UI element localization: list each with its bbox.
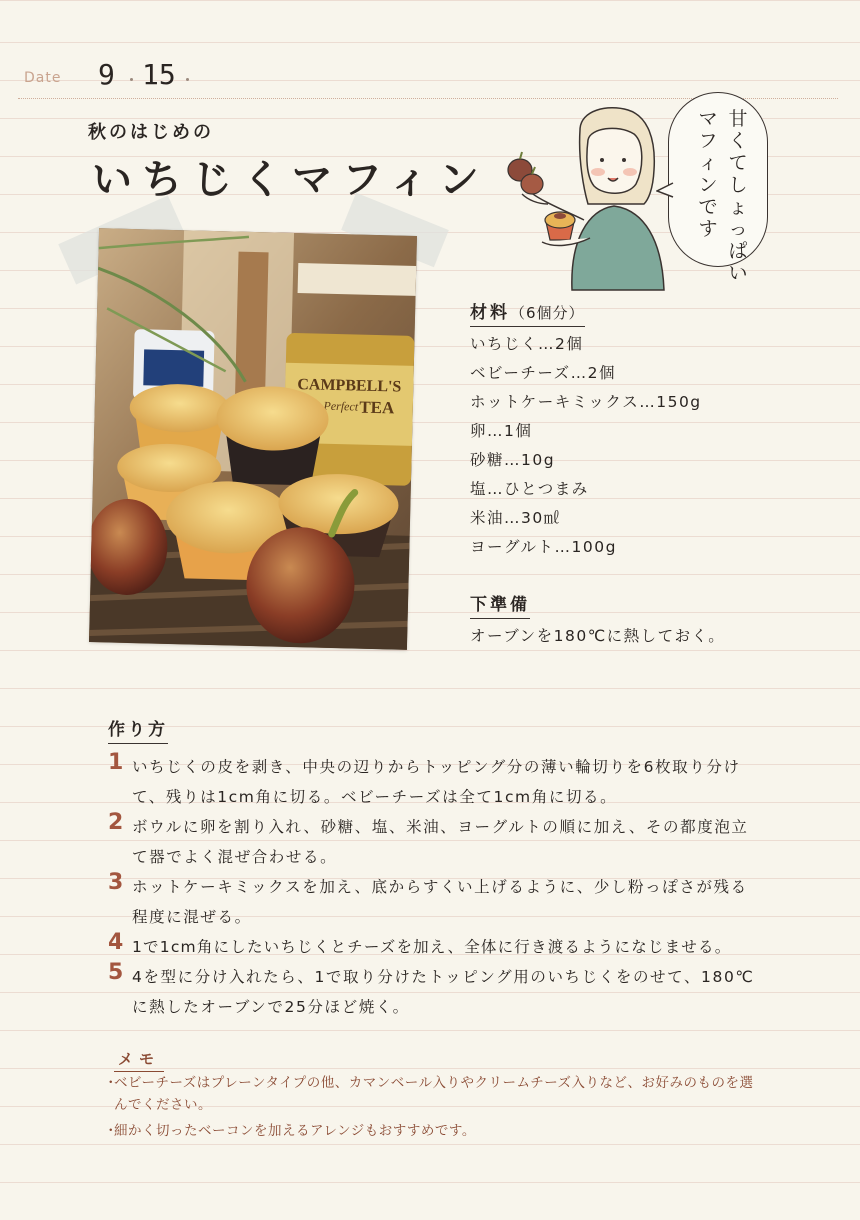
date-month: 9 — [98, 58, 115, 91]
step-number: 1 — [108, 750, 124, 775]
memo-bullet: ・ — [104, 1123, 118, 1139]
tin-label: TEA — [359, 397, 395, 418]
ingredient-item: ホットケーキミックス…150g — [470, 393, 702, 411]
step-number: 2 — [108, 810, 124, 835]
date-label: Date — [24, 70, 62, 86]
ingredients-heading — [470, 298, 585, 327]
ingredient-item: 砂糖…10g — [470, 451, 556, 469]
bubble-text: マフィンです — [698, 108, 718, 240]
method-step — [108, 960, 758, 1020]
bubble-text: 甘くてしょっぱい — [728, 108, 748, 284]
step-number: 3 — [108, 870, 124, 895]
memo-text: ベビーチーズはプレーンタイプの他、カマンベール入りやクリームチーズ入りなど、お好みのものを選んでください。 — [114, 1075, 754, 1113]
step-number: 5 — [108, 960, 124, 985]
tin-label: CAMPBELL'S — [297, 376, 402, 396]
recipe-title: いちじくマフィン — [92, 157, 489, 203]
ingredients-servings: （6個分） — [510, 304, 585, 322]
ingredients-heading-label: 材料 — [470, 303, 510, 323]
prep-text: オーブンを180℃に熱しておく。 — [470, 627, 726, 645]
step-text: 1で1cm角にしたいちじくとチーズを加え、全体に行き渡るようになじませる。 — [132, 938, 732, 956]
memo-item — [104, 1120, 764, 1142]
date-day: 15 — [142, 58, 176, 91]
method-heading: 作り方 — [108, 715, 168, 744]
memo-text: 細かく切ったベーコンを加えるアレンジもおすすめです。 — [114, 1123, 476, 1139]
step-text: ホットケーキミックスを加え、底からすくい上げるように、少し粉っぽさが残る程度に混ぜる。 — [132, 878, 748, 926]
speech-bubble-tail — [656, 182, 674, 198]
method-step — [108, 930, 758, 960]
method-step — [108, 810, 758, 870]
prep-heading: 下準備 — [470, 590, 530, 619]
ingredient-item: 米油…30㎖ — [470, 509, 561, 527]
method-step — [108, 750, 758, 810]
method-step — [108, 870, 758, 930]
ingredient-item: ベビーチーズ…2個 — [470, 364, 616, 382]
ingredient-item: いちじく…2個 — [470, 335, 584, 353]
ingredient-item: ヨーグルト…100g — [470, 538, 617, 556]
memo-heading: メモ — [114, 1048, 164, 1072]
ingredient-list — [470, 330, 800, 562]
tin-label: Perfect — [323, 398, 359, 414]
step-number: 4 — [108, 930, 124, 955]
girl-illustration — [498, 100, 678, 295]
muffin-photo-illustration — [89, 228, 417, 650]
step-text: 4を型に分け入れたら、1で取り分けたトッピング用のいちじくをのせて、180℃に熱したオーブンで25分ほど焼く。 — [132, 968, 755, 1016]
memo-bullet: ・ — [104, 1075, 118, 1091]
recipe-subtitle: 秋のはじめの — [88, 122, 214, 143]
date-dot — [186, 78, 189, 81]
ingredient-item: 卵…1個 — [470, 422, 533, 440]
muffin-photo — [89, 228, 417, 650]
ingredient-item: 塩…ひとつまみ — [470, 480, 589, 498]
date-dot — [130, 78, 133, 81]
step-text: いちじくの皮を剥き、中央の辺りからトッピング分の薄い輪切りを6枚取り分けて、残りは1cm角に切る。ベビーチーズは全て1cm角に切る。 — [132, 758, 741, 806]
memo-item — [104, 1072, 764, 1116]
step-text: ボウルに卵を割り入れ、砂糖、塩、米油、ヨーグルトの順に加え、その都度泡立て器でよく混ぜ合わせる。 — [132, 818, 749, 866]
